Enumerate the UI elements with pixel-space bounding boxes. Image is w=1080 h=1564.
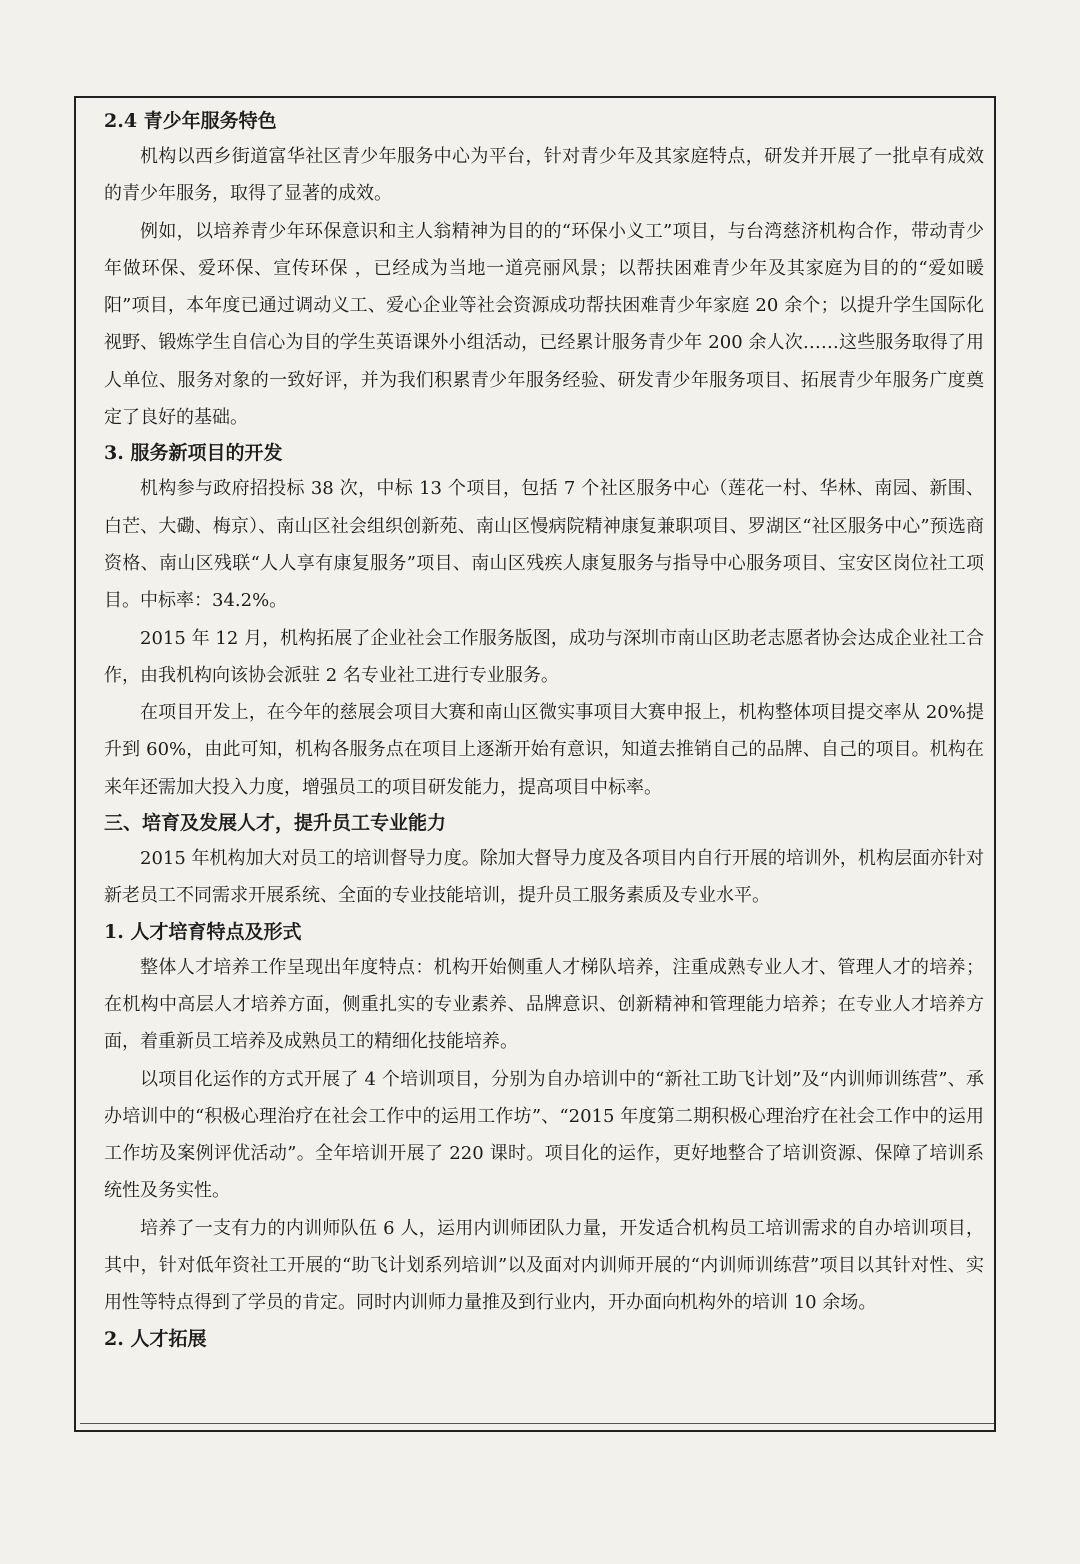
document-frame <box>74 96 996 1432</box>
paragraph: 在项目开发上，在今年的慈展会项目大赛和南山区微实事项目大赛申报上，机构整体项目提交率从 20%提升到 60%，由此可知，机构各服务点在项目上逐渐开始有意识，知道去推销自己的品牌、自己的项目。机构在来年还需加大投入力度，增强员工的项目研发能力，提高项目中标率。 <box>104 702 984 798</box>
paragraph: 培养了一支有力的内训师队伍 6 人，运用内训师团队力量，开发适合机构员工培训需求的自办培训项目，其中，针对低年资社工开展的“助飞计划系列培训”以及面对内训师开展的“内训师训练营”项目以其针对性、实用性等特点得到了学员的肯定。同时内训师力量推及到行业内，开办面向机构外的培训 10 余场。 <box>104 1217 984 1314</box>
paragraph: 以项目化运作的方式开展了 4 个培训项目，分别为自办培训中的“新社工助飞计划”及“内训师训练营”、承办培训中的“积极心理治疗在社会工作中的运用工作坊”、“2015 年度第二期积极心理治疗在社会工作中的运用工作坊及案例评优活动”。全年培训开展了 220 课时。项目化的运作，更好地整合了培训资源、保障了培训系统性及务实性。 <box>104 1068 984 1202</box>
paragraph: 机构以西乡街道富华社区青少年服务中心为平台，针对青少年及其家庭特点，研发并开展了一批卓有成效的青少年服务，取得了显著的成效。 <box>104 146 984 205</box>
paragraph: 2015 年机构加大对员工的培训督导力度。除加大督导力度及各项目内自行开展的培训外，机构层面亦针对新老员工不同需求开展系统、全面的专业技能培训，提升员工服务素质及专业水平。 <box>104 848 984 907</box>
section-heading: 1. 人才培育特点及形式 <box>104 920 302 943</box>
paragraph: 2015 年 12 月，机构拓展了企业社会工作服务版图，成功与深圳市南山区助老志愿者协会达成企业社工合作，由我机构向该协会派驻 2 名专业社工进行专业服务。 <box>104 627 984 686</box>
paragraph: 机构参与政府招投标 38 次，中标 13 个项目，包括 7 个社区服务中心（莲花一村、华林、南园、新围、白芒、大磡、梅京）、南山区社会组织创新苑、南山区慢病院精神康复兼职项目、罗湖区“社区服务中心”预选商资格、南山区残联“人人享有康复服务”项目、南山区残疾人康复服务与指导中心服务项目、宝安区岗位社工项目。中标率：34.2%。 <box>104 478 984 612</box>
section-heading: 2. 人才拓展 <box>104 1327 207 1350</box>
section-heading: 2.4 青少年服务特色 <box>104 110 277 132</box>
section-heading: 三、培育及发展人才，提升员工专业能力 <box>104 812 447 835</box>
section-heading: 3. 服务新项目的开发 <box>104 442 283 465</box>
paragraph: 整体人才培养工作呈现出年度特点：机构开始侧重人才梯队培养，注重成熟专业人才、管理人才的培养；在机构中高层人才培养方面，侧重扎实的专业素养、品牌意识、创新精神和管理能力培养；在专业人才培养方面，着重新员工培养及成熟员工的精细化技能培养。 <box>104 956 984 1053</box>
paragraph: 例如，以培养青少年环保意识和主人翁精神为目的的“环保小义工”项目，与台湾慈济机构合作，带动青少年做环保、爱环保、宣传环保 ，已经成为当地一道亮丽风景；以帮扶困难青少年及其家庭为目的的“爱如暖阳”项目，本年度已通过调动义工、爱心企业等社会资源成功帮扶困难青少年家庭 20 余个；以提升学生国际化视野、锻炼学生自信心为目的学生英语课外小组活动，已经累计服务青少年 200 余人次……这些服务取得了用人单位、服务对象的一致好评，并为我们积累青少年服务经验、研发青少年服务项目、拓展青少年服务广度奠定了良好的基础。 <box>104 220 984 429</box>
